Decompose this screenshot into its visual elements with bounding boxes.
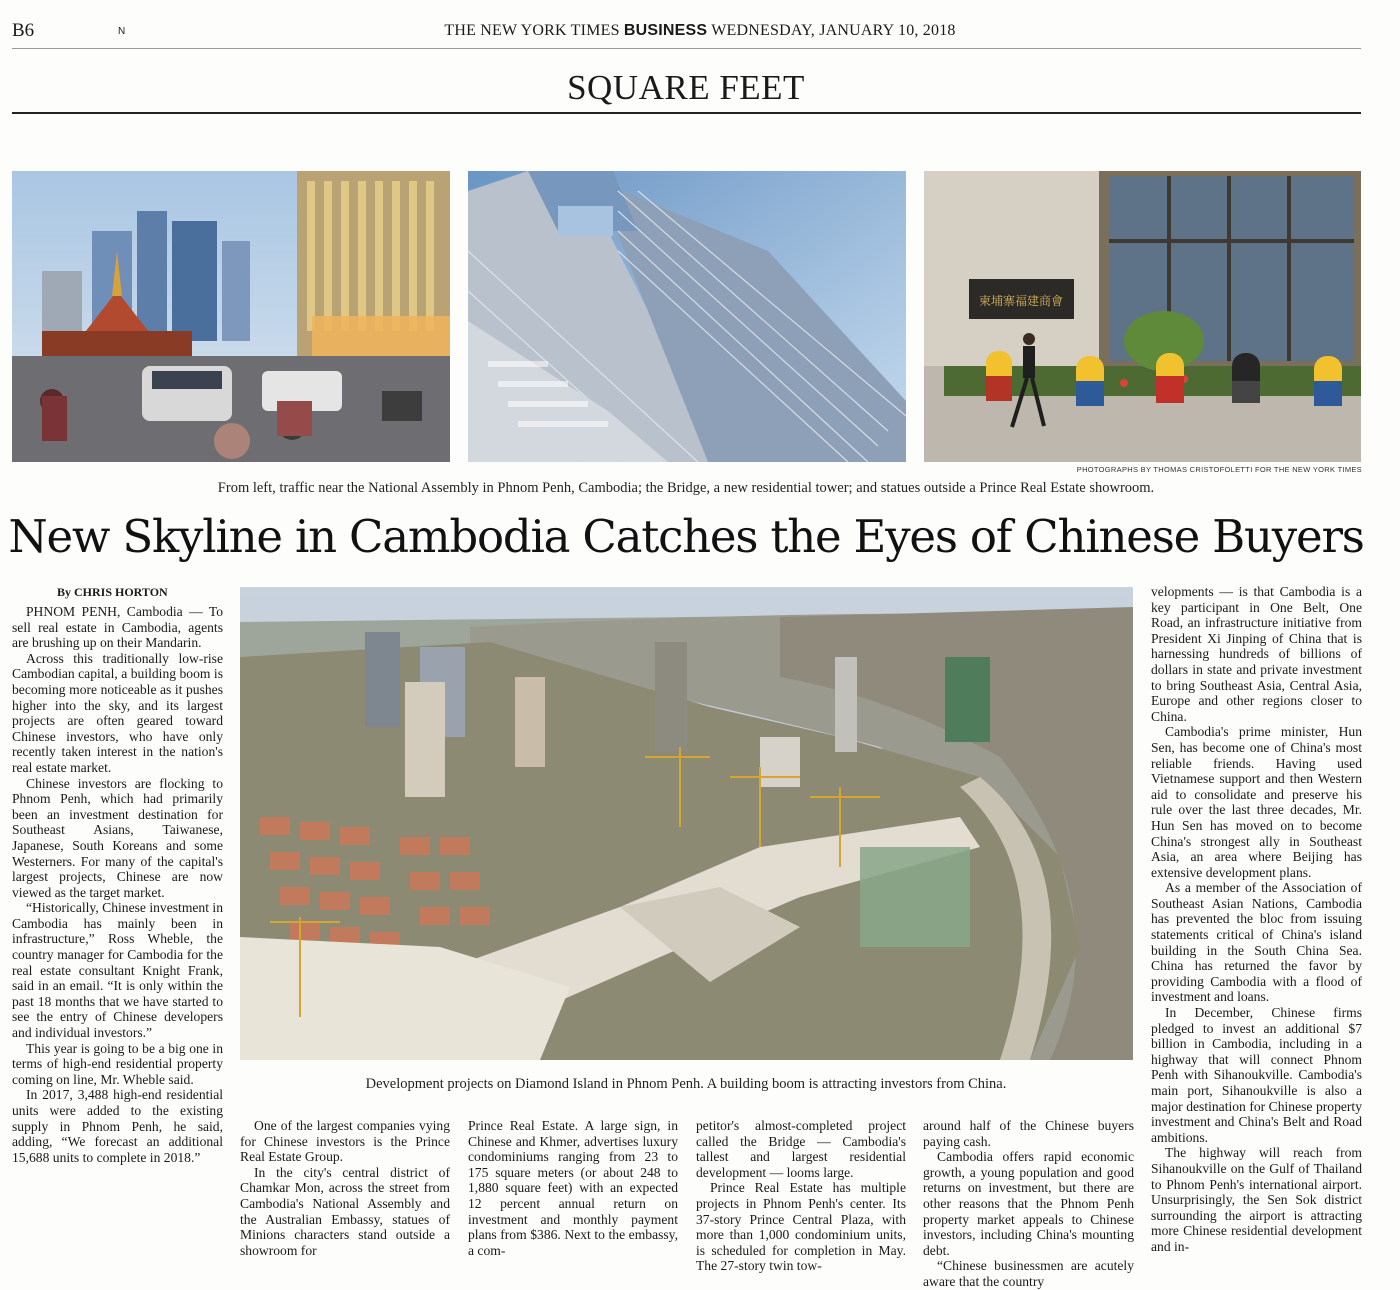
section-rule xyxy=(12,112,1361,114)
paragraph: One of the largest companies vying for Chinese investors is the Prince Real Estate Group. xyxy=(240,1118,450,1165)
article-column-3 xyxy=(468,1118,678,1280)
article-column-5 xyxy=(923,1118,1134,1289)
minion-statue xyxy=(1076,356,1104,406)
paragraph: This year is going to be a big one in terms of high-end residential property coming on line, Mr. Wheble said. xyxy=(12,1040,223,1087)
paragraph: around half of the Chinese buyers paying cash. xyxy=(923,1118,1134,1149)
article-headline: New Skyline in Cambodia Catches the Eyes of Chinese Buyers xyxy=(8,510,1364,563)
photo-traffic xyxy=(12,171,450,462)
page-number: B6 xyxy=(12,20,35,41)
minion-statue xyxy=(1232,353,1260,403)
paragraph: Cambodia offers rapid economic growth, a young population and good returns on investment, but there are other reasons that the Phnom Penh property market appeals to Chinese investors, including China's mounting debt. xyxy=(923,1149,1134,1258)
paragraph: Across this traditionally low-rise Cambodian capital, a building boom is becoming more noticeable as it pushes higher into the sky, and its largest projects are often geared toward Chinese investors, who have only recently taken interest in the nation's real estate market. xyxy=(12,650,223,775)
paragraph: velopments — is that Cambodia is a key participant in One Belt, One Road, an infrastructure initiative from President Xi Jinping of China that is harnessing hundreds of billions of dollars in state and private investment to bring Southeast Asia, Central Asia, Europe and other regions closer to China. xyxy=(1151,584,1362,724)
folio-line xyxy=(0,22,1400,40)
article-column-6 xyxy=(1151,584,1362,1280)
edition-mark: N xyxy=(118,26,126,37)
paragraph: PHNOM PENH, Cambodia — To sell real estate in Cambodia, agents are brushing up on their Mandarin. xyxy=(12,604,223,651)
article-byline: By CHRIS HORTON xyxy=(57,585,168,599)
paragraph: Cambodia's prime minister, Hun Sen, has become one of China's most reliable friends. Having used Vietnamese support and then Western aid to consolidate and preserve his rule over the last three decades, Mr. Hun Sen has moved on to become China's strongest ally in Southeast Asia, an area where Beijing has extensive development plans. xyxy=(1151,724,1362,880)
paragraph: In the city's central district of Chamkar Mon, across the street from Cambodia's National Assembly and the Australian Embassy, statues of Minions characters stand outside a showroom for xyxy=(240,1164,450,1258)
photo-credit: PHOTOGRAPHS BY THOMAS CRISTOFOLETTI FOR THE NEW YORK TIMES xyxy=(1076,465,1362,474)
minion-statue xyxy=(986,351,1012,401)
minion-statue xyxy=(1156,353,1184,403)
photo-minion-statues xyxy=(924,171,1361,462)
paragraph: The highway will reach from Sihanoukville on the Gulf of Thailand to Phnom Penh's international airport. Unsurprisingly, the Sen Sok district surrounding the airport is attracting more Chinese residential development and in- xyxy=(1151,1145,1362,1254)
paragraph: Prince Real Estate. A large sign, in Chinese and Khmer, advertises luxury condominiums ranging from 23 to 175 square meters (or about 248 to 1,880 square feet) with an expected 12 percent annual return on investment and monthly payment plans from $386. Next to the embassy, a com- xyxy=(468,1118,678,1258)
paragraph: “Historically, Chinese investment in Cambodia has mainly been in infrastructure,” Ross Wheble, the country manager for Cambodia for the real estate consultant Knight Frank, said in an email. “It is only within the past 18 months that we have started to see the entry of Chinese developers and individual investors.” xyxy=(12,900,223,1041)
photo-bridge-tower xyxy=(468,171,906,462)
main-photo-caption: Development projects on Diamond Island in Phnom Penh. A building boom is attracting investors from China. xyxy=(365,1076,1007,1092)
issue-date: WEDNESDAY, JANUARY 10, 2018 xyxy=(711,22,956,39)
article-column-4 xyxy=(696,1118,906,1280)
paragraph: In December, Chinese firms pledged to invest an additional $7 billion in Cambodia, including in a highway that will connect Phnom Penh with Sihanoukville. Cambodia's main port, Sihanoukville is also a major destination for Chinese property investment and China's Belt and Road ambitions. xyxy=(1151,1005,1362,1145)
folio-rule xyxy=(12,48,1361,49)
association-sign: 柬埔寨福建商會 xyxy=(978,294,1064,308)
article-column-1 xyxy=(12,604,223,1260)
article-column-2 xyxy=(240,1118,450,1280)
paragraph: In 2017, 3,488 high-end residential units were added to the existing supply in Phnom Penh, he said, adding, “We forecast an additional 15,688 units to complete in 2018.” xyxy=(12,1087,223,1165)
top-photo-caption: From left, traffic near the National Assembly in Phnom Penh, Cambodia; the Bridge, a new residential tower; and statues outside a Prince Real Estate showroom. xyxy=(217,480,1155,496)
paper-name: THE NEW YORK TIMES xyxy=(444,22,620,39)
paragraph: Chinese investors are flocking to Phnom Penh, which had primarily been an investment destination for Southeast Asians, Taiwanese, Japanese, South Koreans and some Westerners. For many of the capital's largest projects, Chinese are now viewed as the target market. xyxy=(12,775,223,900)
photo-diamond-island xyxy=(240,587,1133,1060)
paragraph: “Chinese businessmen are acutely aware that the country xyxy=(923,1258,1134,1289)
paragraph: As a member of the Association of Southeast Asian Nations, Cambodia has prevented the bloc from issuing statements critical of China's island building in the South China Sea. China has returned the favor by providing Cambodia with a flood of investment and loans. xyxy=(1151,880,1362,1005)
section-title: SQUARE FEET xyxy=(567,68,805,107)
paragraph: petitor's almost-completed project called the Bridge — Cambodia's tallest and largest residential development — looms large. xyxy=(696,1118,906,1180)
minion-statue xyxy=(1314,356,1342,406)
section-name: BUSINESS xyxy=(623,22,708,39)
paragraph: Prince Real Estate has multiple projects in Phnom Penh's center. Its 37-story Prince Central Plaza, with more than 1,000 condominium units, is scheduled for completion in May. The 27-story twin tow- xyxy=(696,1180,906,1274)
